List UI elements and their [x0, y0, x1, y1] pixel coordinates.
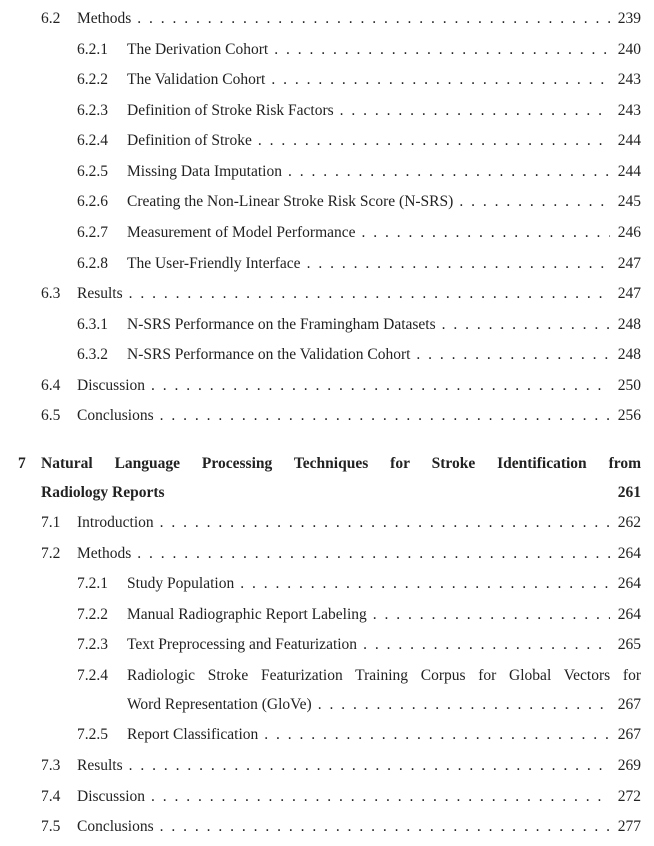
entry-page: 264 [617, 545, 641, 562]
dot-leader [459, 191, 609, 213]
entry-title: Radiologic Stroke Featurization Training Corpus for Global Vectors for [127, 665, 641, 687]
entry-body [127, 161, 641, 183]
dot-leader [137, 543, 610, 565]
entry-body [77, 786, 641, 808]
entry-title: Text Preprocessing and Featurization [127, 634, 363, 656]
dot-leader [171, 482, 610, 504]
entry-body [127, 665, 641, 687]
entry-body [77, 8, 641, 30]
toc-entry[interactable] [0, 69, 641, 91]
dot-leader [288, 161, 610, 183]
toc-chapter-entry[interactable] [0, 453, 641, 475]
entry-page: 247 [617, 255, 641, 272]
entry-title: Manual Radiographic Report Labeling [127, 604, 373, 626]
dot-leader [129, 283, 610, 305]
entry-body [77, 543, 641, 565]
entry-number: 7.2 [41, 545, 61, 562]
entry-title: Methods [77, 543, 137, 565]
toc-entry[interactable] [0, 314, 641, 336]
entry-page: 244 [617, 132, 641, 149]
dot-leader [340, 100, 610, 122]
entry-body [127, 253, 641, 275]
entry-page: 264 [617, 575, 641, 592]
toc-entry[interactable] [0, 724, 641, 746]
entry-number: 7.2.5 [77, 726, 108, 743]
entry-number: 6.5 [41, 407, 61, 424]
entry-number: 6.2.3 [77, 102, 108, 119]
toc-entry[interactable] [0, 161, 641, 183]
entry-page: 261 [617, 484, 641, 501]
entry-title: Conclusions [77, 816, 160, 838]
entry-page: 244 [617, 163, 641, 180]
entry-body [127, 694, 641, 716]
entry-number: 6.2.2 [77, 71, 108, 88]
entry-body [127, 724, 641, 746]
dot-leader [264, 724, 609, 746]
entry-title: Discussion [77, 375, 151, 397]
dot-leader [240, 573, 610, 595]
dot-leader [363, 634, 610, 656]
toc-entry[interactable] [0, 604, 641, 626]
entry-page: 247 [617, 285, 641, 302]
entry-body [127, 314, 641, 336]
dot-leader [129, 755, 610, 777]
entry-title: Natural Language Processing Techniques for Stroke Identification from [41, 453, 641, 475]
toc-entry[interactable] [0, 786, 641, 808]
entry-title: The User-Friendly Interface [127, 253, 307, 275]
entry-body [77, 512, 641, 534]
entry-page: 243 [617, 71, 641, 88]
entry-number: 7.2.1 [77, 575, 108, 592]
entry-body [41, 482, 641, 504]
entry-page: 272 [617, 788, 641, 805]
entry-page: 269 [617, 757, 641, 774]
toc-entry[interactable] [0, 283, 641, 305]
toc-entry[interactable] [0, 816, 641, 838]
entry-title: Word Representation (GloVe) [127, 694, 318, 716]
entry-title: Conclusions [77, 405, 160, 427]
dot-leader [442, 314, 610, 336]
entry-body [77, 375, 641, 397]
dot-leader [137, 8, 610, 30]
dot-leader [362, 222, 610, 244]
toc-entry[interactable] [0, 344, 641, 366]
entry-body [77, 816, 641, 838]
entry-number: 6.2.4 [77, 132, 108, 149]
entry-page: 277 [617, 818, 641, 835]
entry-page: 243 [617, 102, 641, 119]
dot-leader [160, 512, 610, 534]
entry-number: 7.3 [41, 757, 61, 774]
toc-entry[interactable] [0, 543, 641, 565]
entry-title: Results [77, 755, 129, 777]
entry-title: Results [77, 283, 129, 305]
toc-entry[interactable] [0, 253, 641, 275]
entry-page: 262 [617, 514, 641, 531]
toc-entry[interactable] [0, 573, 641, 595]
toc-entry[interactable] [0, 694, 641, 716]
toc-chapter-entry[interactable] [0, 482, 641, 504]
entry-title: Definition of Stroke Risk Factors [127, 100, 340, 122]
entry-body [127, 100, 641, 122]
toc-entry[interactable] [0, 222, 641, 244]
entry-number: 6.2.6 [77, 193, 108, 210]
entry-number: 7 [18, 455, 26, 472]
entry-body [127, 191, 641, 213]
dot-leader [318, 694, 610, 716]
dot-leader [307, 253, 610, 275]
entry-number: 6.2.7 [77, 224, 108, 241]
entry-body [127, 69, 641, 91]
entry-number: 6.3 [41, 285, 61, 302]
toc-entry[interactable] [0, 8, 641, 30]
entry-number: 6.3.1 [77, 316, 108, 333]
entry-title: Radiology Reports [41, 482, 171, 504]
toc-entry[interactable] [0, 375, 641, 397]
toc-entry[interactable] [0, 191, 641, 213]
entry-title: Measurement of Model Performance [127, 222, 362, 244]
entry-body [77, 755, 641, 777]
entry-number: 7.2.2 [77, 606, 108, 623]
entry-number: 6.3.2 [77, 346, 108, 363]
entry-title: The Derivation Cohort [127, 39, 274, 61]
toc-entry[interactable] [0, 100, 641, 122]
toc-entry[interactable] [0, 634, 641, 656]
entry-body [127, 604, 641, 626]
dot-leader [373, 604, 610, 626]
entry-body [127, 130, 641, 152]
entry-title: Creating the Non-Linear Stroke Risk Score (N-SRS) [127, 191, 459, 213]
entry-title: N-SRS Performance on the Framingham Datasets [127, 314, 442, 336]
entry-body [77, 283, 641, 305]
dot-leader [271, 69, 609, 91]
entry-title: Report Classification [127, 724, 264, 746]
entry-title: Definition of Stroke [127, 130, 258, 152]
entry-page: 240 [617, 41, 641, 58]
entry-number: 7.1 [41, 514, 61, 531]
entry-page: 239 [617, 10, 641, 27]
toc-entry[interactable] [0, 39, 641, 61]
entry-title: The Validation Cohort [127, 69, 271, 91]
toc-entry[interactable] [0, 512, 641, 534]
entry-number: 7.2.3 [77, 636, 108, 653]
entry-page: 245 [617, 193, 641, 210]
dot-leader [160, 816, 610, 838]
entry-title: Study Population [127, 573, 240, 595]
entry-number: 6.2.5 [77, 163, 108, 180]
toc-entry[interactable] [0, 665, 641, 687]
entry-body [127, 222, 641, 244]
entry-body [77, 405, 641, 427]
dot-leader [151, 375, 610, 397]
dot-leader [274, 39, 610, 61]
entry-number: 7.5 [41, 818, 61, 835]
toc-entry[interactable] [0, 130, 641, 152]
dot-leader [416, 344, 609, 366]
entry-number: 7.4 [41, 788, 61, 805]
entry-page: 248 [617, 316, 641, 333]
entry-body [41, 453, 641, 475]
entry-page: 256 [617, 407, 641, 424]
entry-title: Discussion [77, 786, 151, 808]
toc-entry[interactable] [0, 755, 641, 777]
entry-page: 246 [617, 224, 641, 241]
entry-title: Missing Data Imputation [127, 161, 288, 183]
entry-title: Introduction [77, 512, 160, 534]
entry-number: 6.2.1 [77, 41, 108, 58]
entry-number: 6.2 [41, 10, 61, 27]
entry-body [127, 634, 641, 656]
entry-number: 7.2.4 [77, 667, 108, 684]
entry-page: 250 [617, 377, 641, 394]
entry-body [127, 39, 641, 61]
entry-number: 6.2.8 [77, 255, 108, 272]
dot-leader [258, 130, 610, 152]
entry-page: 267 [617, 696, 641, 713]
entry-number: 6.4 [41, 377, 61, 394]
entry-page: 248 [617, 346, 641, 363]
entry-title: N-SRS Performance on the Validation Cohort [127, 344, 416, 366]
toc-entry[interactable] [0, 405, 641, 427]
entry-page: 267 [617, 726, 641, 743]
dot-leader [160, 405, 610, 427]
entry-title: Methods [77, 8, 137, 30]
entry-page: 265 [617, 636, 641, 653]
entry-body [127, 344, 641, 366]
entry-page: 264 [617, 606, 641, 623]
entry-body [127, 573, 641, 595]
dot-leader [151, 786, 610, 808]
